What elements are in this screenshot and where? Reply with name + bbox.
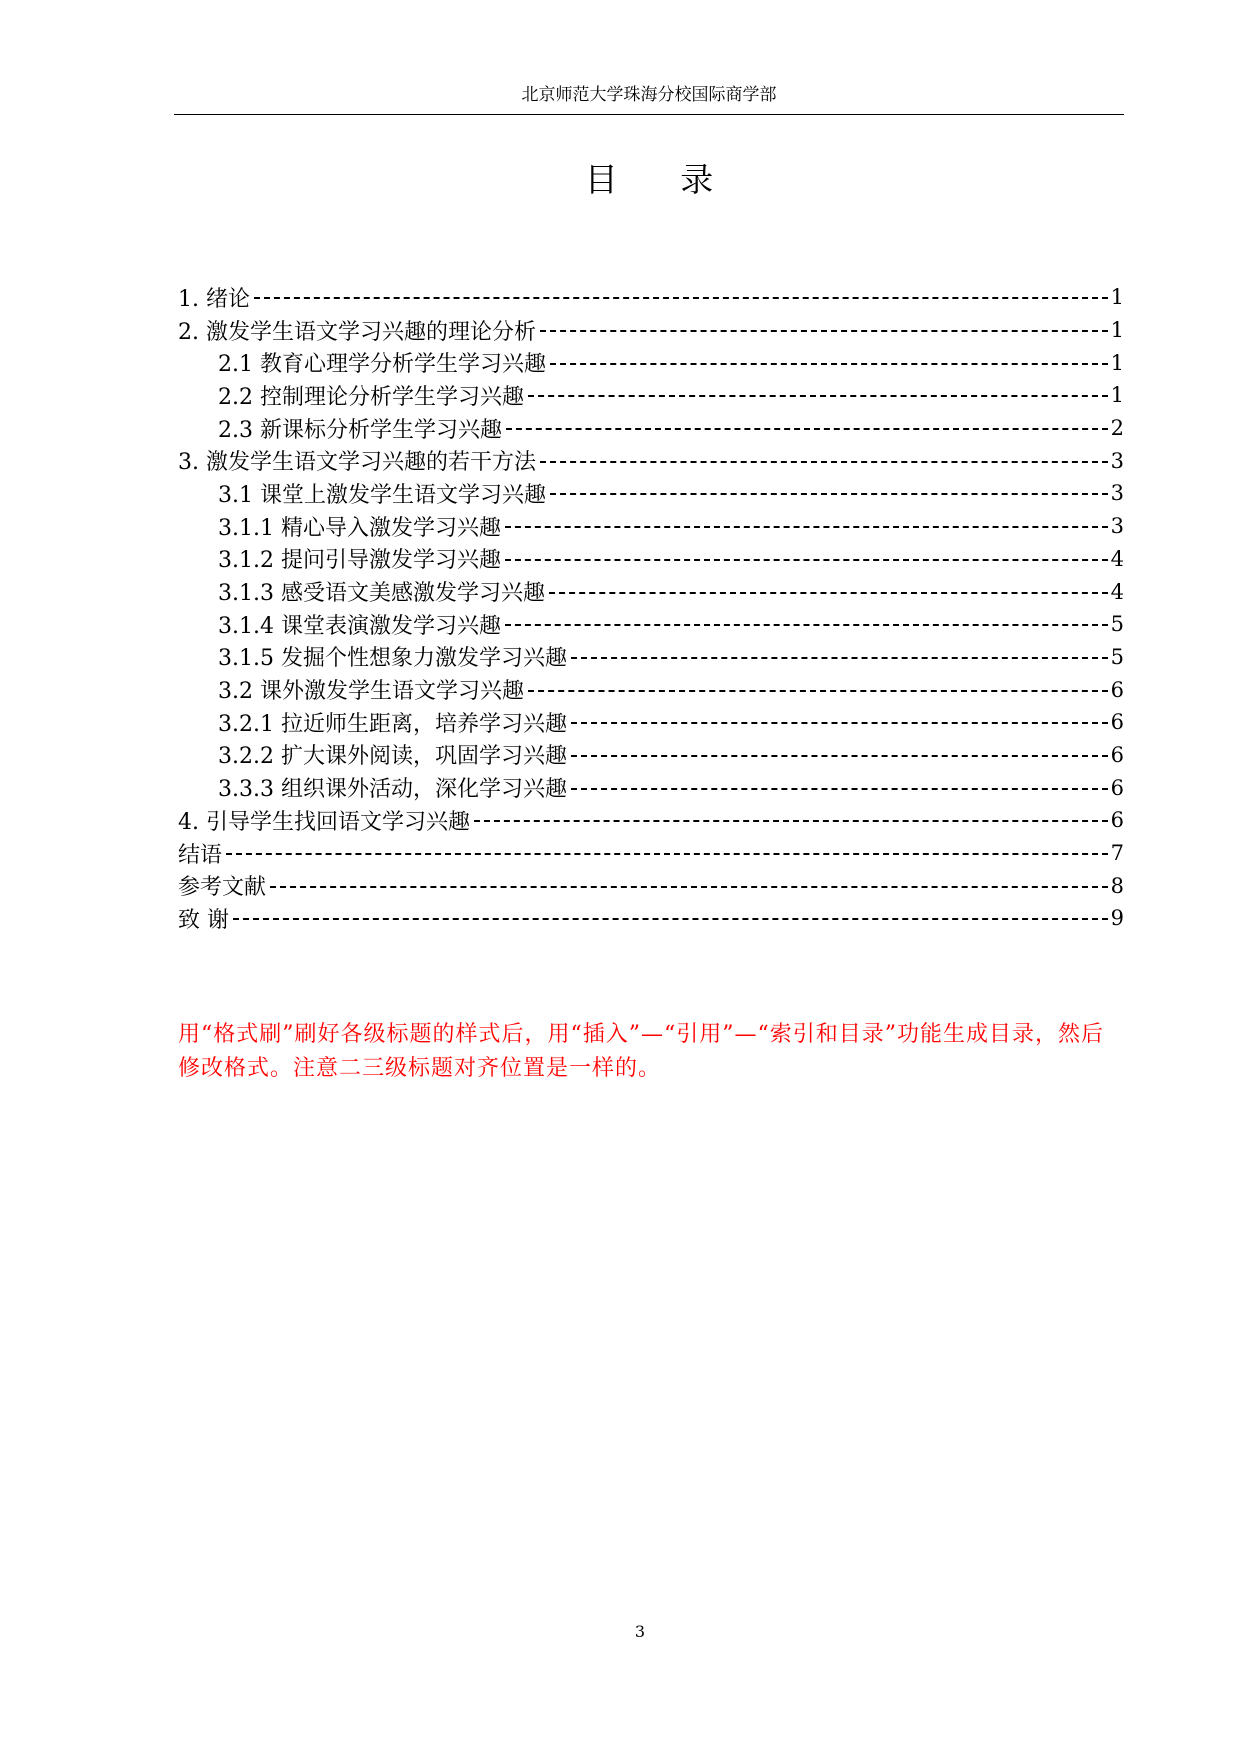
toc-entry-page: 5	[1110, 644, 1124, 669]
dot-leader	[571, 657, 1108, 659]
toc-entry[interactable]	[178, 804, 1124, 837]
toc-entry[interactable]	[178, 444, 1124, 477]
toc-entry[interactable]	[178, 379, 1124, 412]
dot-leader	[540, 461, 1108, 463]
toc-title: 目 录	[584, 160, 740, 199]
toc-entry-label: 3.1.1 精心导入激发学习兴趣	[218, 515, 501, 541]
toc-entry[interactable]	[178, 641, 1124, 674]
toc-entry[interactable]	[178, 477, 1124, 510]
toc-entry-page: 1	[1110, 350, 1124, 375]
dot-leader	[549, 592, 1108, 594]
toc-entry[interactable]	[178, 281, 1124, 314]
page-header: 北京师范大学珠海分校国际商学部	[521, 85, 777, 105]
toc-entry-label: 3.1.4 课堂表演激发学习兴趣	[218, 613, 501, 639]
toc-entry-page: 5	[1110, 612, 1124, 637]
dot-leader	[270, 886, 1108, 888]
dot-leader	[505, 624, 1108, 626]
toc-entry-label: 2.3 新课标分析学生学习兴趣	[218, 417, 502, 443]
toc-entry-label: 致 谢	[178, 907, 229, 933]
toc-entry-page: 4	[1110, 546, 1124, 571]
toc-entry-label: 3.2 课外激发学生语文学习兴趣	[218, 679, 524, 705]
dot-leader	[540, 330, 1108, 332]
toc-entry[interactable]	[178, 608, 1124, 641]
dot-leader	[571, 788, 1108, 790]
dot-leader	[528, 395, 1108, 397]
dot-leader	[550, 493, 1108, 495]
header-rule	[174, 114, 1124, 115]
toc-entry-label: 4. 引导学生找回语文学习兴趣	[178, 809, 470, 835]
toc-entry-label: 参考文献	[178, 875, 267, 901]
dot-leader	[254, 297, 1108, 299]
toc-entry-page: 1	[1110, 318, 1124, 343]
toc-entry-page: 9	[1110, 906, 1124, 931]
toc-entry-label: 结语	[178, 842, 223, 868]
toc-entry[interactable]	[178, 510, 1124, 543]
dot-leader	[528, 690, 1108, 692]
dot-leader	[506, 428, 1108, 430]
dot-leader	[550, 363, 1108, 365]
toc-entry[interactable]	[178, 673, 1124, 706]
toc-entry-label: 1. 绪论	[178, 286, 250, 312]
toc-entry-label: 3.1.3 感受语文美感激发学习兴趣	[218, 581, 545, 607]
toc-entry[interactable]	[178, 543, 1124, 576]
toc-entry[interactable]	[178, 771, 1124, 804]
toc-entry-page: 6	[1110, 808, 1124, 833]
toc-entry-page: 4	[1110, 579, 1124, 604]
dot-leader	[226, 853, 1108, 855]
toc-entry[interactable]	[178, 314, 1124, 347]
toc-entry[interactable]	[178, 837, 1124, 870]
toc-entry[interactable]	[178, 346, 1124, 379]
dot-leader	[505, 559, 1108, 561]
toc-entry-label: 2.1 教育心理学分析学生学习兴趣	[218, 352, 546, 378]
toc-entry-label: 2. 激发学生语文学习兴趣的理论分析	[178, 319, 536, 345]
dot-leader	[233, 918, 1108, 920]
page-number: 3	[634, 1622, 646, 1641]
toc-entry-page: 6	[1110, 677, 1124, 702]
dot-leader	[505, 526, 1108, 528]
toc-entry-page: 6	[1110, 775, 1124, 800]
toc-entry-page: 1	[1110, 285, 1124, 310]
dot-leader	[474, 820, 1108, 822]
toc-entry[interactable]	[178, 706, 1124, 739]
toc-entry-label: 2.2 控制理论分析学生学习兴趣	[218, 384, 524, 410]
toc-entry-page: 8	[1110, 873, 1124, 898]
toc-entry[interactable]	[178, 412, 1124, 445]
toc-entry-label: 3.1 课堂上激发学生语文学习兴趣	[218, 482, 546, 508]
toc-entry-page: 7	[1110, 841, 1124, 866]
toc-entry-label: 3.1.5 发掘个性想象力激发学习兴趣	[218, 646, 567, 672]
dot-leader	[571, 722, 1108, 724]
toc-entry-label: 3.3.3 组织课外活动，深化学习兴趣	[218, 777, 567, 803]
toc-entry-label: 3.2.2 扩大课外阅读，巩固学习兴趣	[218, 744, 567, 770]
toc-entry[interactable]	[178, 739, 1124, 772]
toc-entry-page: 3	[1110, 481, 1124, 506]
instruction-note: 用“格式刷”刷好各级标题的样式后，用“插入”—“引用”—“索引和目录”功能生成目录，然后修改格式。注意二三级标题对齐位置是一样的。	[178, 1022, 1104, 1081]
table-of-contents	[178, 281, 1124, 935]
toc-entry-page: 6	[1110, 742, 1124, 767]
dot-leader	[571, 755, 1108, 757]
toc-entry[interactable]	[178, 575, 1124, 608]
toc-entry[interactable]	[178, 902, 1124, 935]
toc-entry-page: 3	[1110, 448, 1124, 473]
toc-entry-label: 3.1.2 提问引导激发学习兴趣	[218, 548, 501, 574]
toc-entry-page: 3	[1110, 514, 1124, 539]
toc-entry-page: 6	[1110, 710, 1124, 735]
toc-entry[interactable]	[178, 869, 1124, 902]
toc-entry-page: 1	[1110, 383, 1124, 408]
toc-entry-page: 2	[1110, 416, 1124, 441]
toc-entry-label: 3. 激发学生语文学习兴趣的若干方法	[178, 450, 536, 476]
toc-entry-label: 3.2.1 拉近师生距离，培养学习兴趣	[218, 711, 567, 737]
